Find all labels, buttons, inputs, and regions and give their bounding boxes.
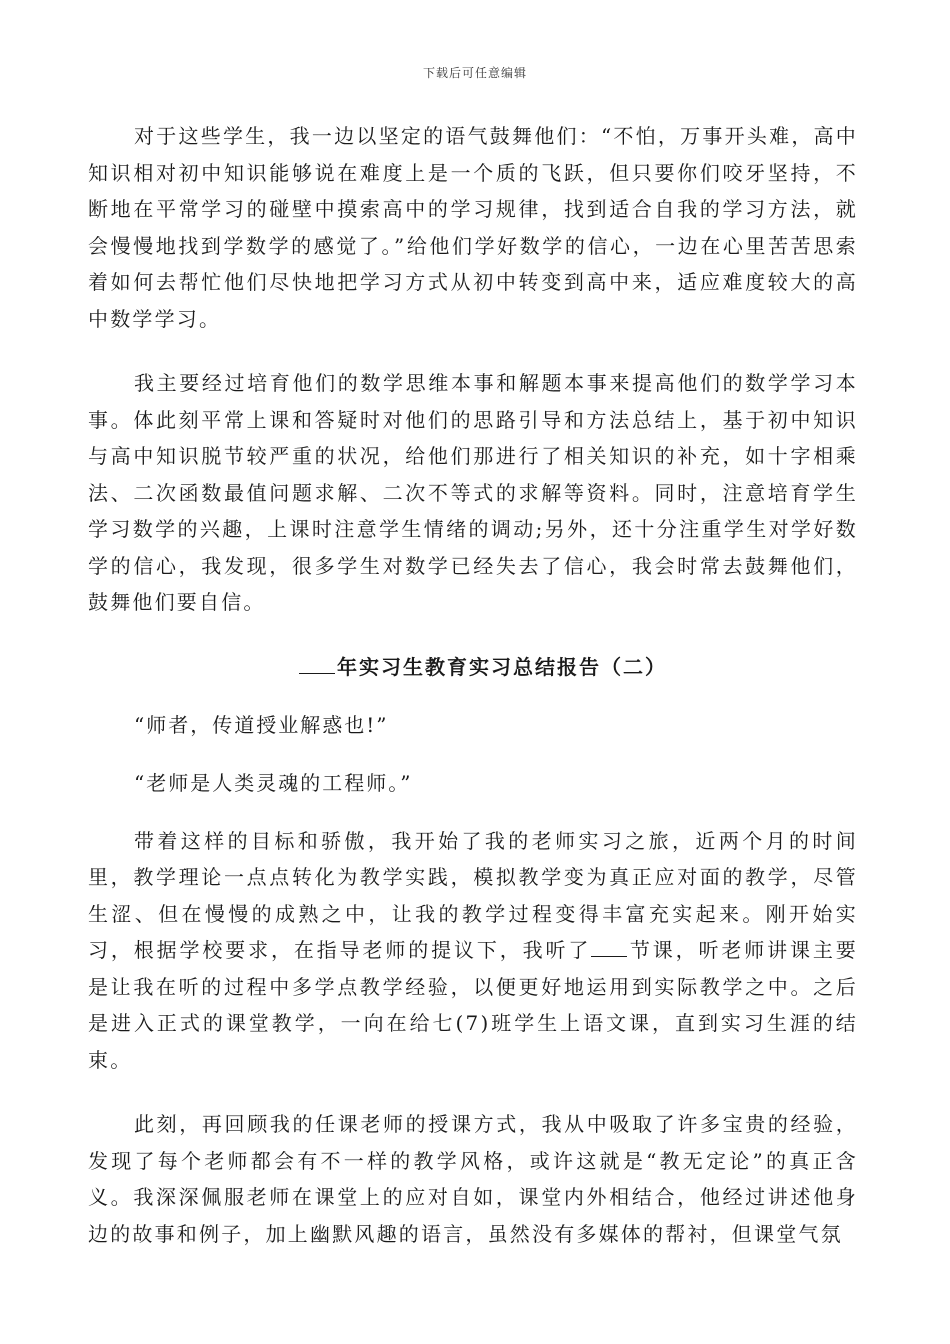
paragraph-encouragement: 对于这些学生，我一边以坚定的语气鼓舞他们：“不怕，万事开头难，高中知识相对初中知识能够说在难度上是一个质的飞跃，但只要你们咬牙坚持，不断地在平常学习的碰壁中摸索高中的学习规律，找到适合自我的学习方法，就会慢慢地找到学数学的感觉了。”给他们学好数学的信心，一边在心里苦苦思索着如何去帮忙他们尽快地把学习方式从初中转变到高中来，适应难度较大的高中数学学习。 — [88, 124, 858, 331]
paragraph-internship-text-2: 节课，听老师讲课主要是让我在听的过程中多学点教学经验，以便更好地运用到实际教学之中。之后是进入正式的课堂教学，一向在给七(7)班学生上语文课，直到实习生涯的结束。 — [88, 938, 858, 1072]
section-title — [88, 649, 858, 685]
title-blank-line — [299, 653, 335, 674]
quote-teacher: “师者，传道授业解惑也!” — [134, 712, 389, 737]
paragraph-internship-text-1: 带着这样的目标和骄傲，我开始了我的老师实习之旅，近两个月的时间里，教学理论一点点转化为教学实践，模拟教学变为真正应对面的教学，尽管生涩、但在慢慢的成熟之中，让我的教学过程变得丰富充实起来。刚开始实习，根据学校要求，在指导老师的提议下，我听了 — [88, 828, 858, 962]
quote-engineer: “老师是人类灵魂的工程师。” — [134, 770, 413, 795]
lesson-count-blank — [591, 936, 627, 957]
paragraph-teaching-methods: 我主要经过培育他们的数学思维本事和解题本事来提高他们的数学学习本事。体此刻平常上课和答疑时对他们的思路引导和方法总结上，基于初中知识与高中知识脱节较严重的状况，给他们那进行了相关知识的补充，如十字相乘法、二次函数最值问题求解、二次不等式的求解等资料。同时，注意培育学生学习数学的兴趣，上课时注意学生情绪的调动;另外，还十分注重学生对学好数学的信心，我发现，很多学生对数学已经失去了信心，我会时常去鼓舞他们，鼓舞他们要自信。 — [88, 371, 858, 614]
document-body — [88, 118, 858, 1252]
page-header-note: 下载后可任意编辑 — [422, 66, 527, 80]
paragraph-reflection: 此刻，再回顾我的任课老师的授课方式，我从中吸取了许多宝贵的经验，发现了每个老师都会有不一样的教学风格，或许这就是“教无定论”的真正含义。我深深佩服老师在课堂上的应对自如，课堂内外相结合，他经过讲述他身边的故事和例子，加上幽默风趣的语言，虽然没有多媒体的帮衬，但课堂气氛 — [88, 1112, 858, 1246]
section-title-text: 年实习生教育实习总结报告（二） — [337, 654, 667, 679]
paragraph-internship-start — [88, 823, 858, 1079]
